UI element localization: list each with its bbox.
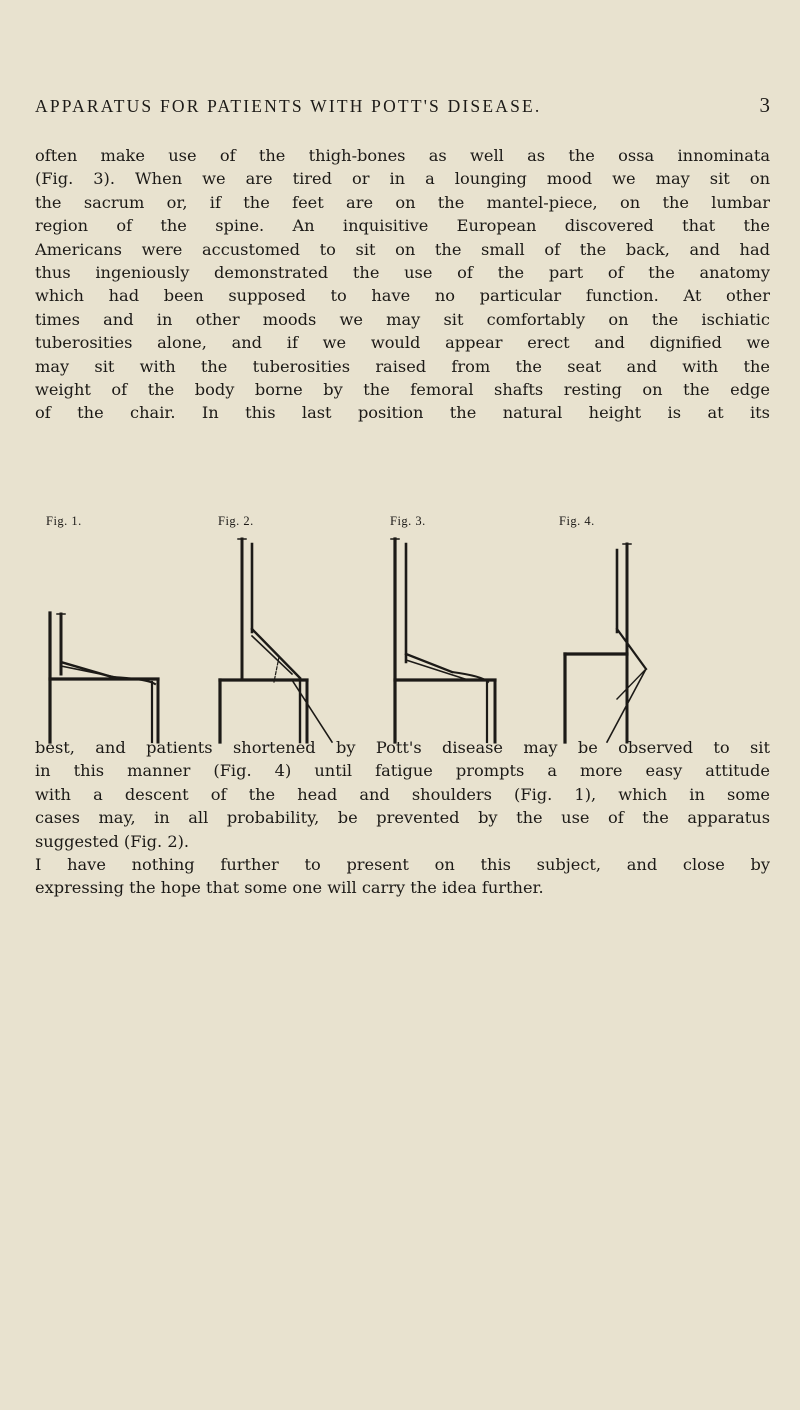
text-line: region of the spine. An inquisitive European discovered that the bbox=[35, 216, 770, 236]
paragraph-3 bbox=[35, 853, 770, 900]
text-line: weight of the body borne by the femoral shafts resting on the edge bbox=[35, 380, 770, 400]
text-line: thus ingeniously demonstrated the use of the part of the anatomy bbox=[35, 263, 770, 283]
text-line: in this manner (Fig. 4) until fatigue prompts a more easy attitude bbox=[35, 761, 770, 781]
text-line: times and in other moods we may sit comfortably on the ischiatic bbox=[35, 309, 770, 329]
fig-4-label: Fig. 4. bbox=[559, 514, 595, 528]
text-line: cases may, in all probability, be prevented by the use of the apparatus bbox=[35, 808, 770, 828]
fig-2-chair-drawing bbox=[220, 539, 332, 742]
text-line: with a descent of the head and shoulders (Fig. 1), which in some bbox=[35, 784, 770, 804]
fig-3-chair-drawing bbox=[391, 539, 495, 742]
text-line: of the chair. In this last position the natural height is at its bbox=[35, 403, 770, 423]
fig-1-chair-drawing bbox=[50, 613, 158, 742]
chair-diagrams bbox=[40, 514, 740, 749]
text-line: Americans were accustomed to sit on the small of the back, and had bbox=[35, 239, 770, 259]
running-header bbox=[35, 93, 770, 126]
fig-3-label: Fig. 3. bbox=[390, 514, 426, 528]
paragraph-2 bbox=[35, 736, 770, 853]
text-line: often make use of the thigh-bones as well as the ossa innominata bbox=[35, 146, 770, 165]
text-line: tuberosities alone, and if we would appear erect and dignified we bbox=[35, 333, 770, 353]
text-line: best, and patients shortened by Pott's disease may be observed to sit bbox=[35, 738, 770, 757]
page-number: 3 bbox=[759, 93, 770, 117]
paragraph-1 bbox=[35, 144, 770, 425]
figures-row bbox=[40, 514, 740, 749]
text-line: (Fig. 3). When we are tired or in a lounging mood we may sit on bbox=[35, 169, 770, 189]
text-line: I have nothing further to present on this subject, and close by bbox=[35, 855, 770, 874]
text-line: suggested (Fig. 2). bbox=[35, 831, 190, 851]
text-line: may sit with the tuberosities raised from the seat and with the bbox=[35, 356, 770, 376]
header-title: APPARATUS FOR PATIENTS WITH POTT'S DISEASE. bbox=[35, 96, 542, 116]
fig-4-chair-drawing bbox=[565, 544, 646, 742]
text-line: expressing the hope that some one will carry the idea further. bbox=[35, 878, 544, 898]
text-line: which had been supposed to have no particular function. At other bbox=[35, 286, 770, 306]
text-line: the sacrum or, if the feet are on the mantel-piece, on the lumbar bbox=[35, 192, 770, 212]
fig-1-label: Fig. 1. bbox=[46, 514, 82, 528]
fig-2-label: Fig. 2. bbox=[218, 514, 254, 528]
